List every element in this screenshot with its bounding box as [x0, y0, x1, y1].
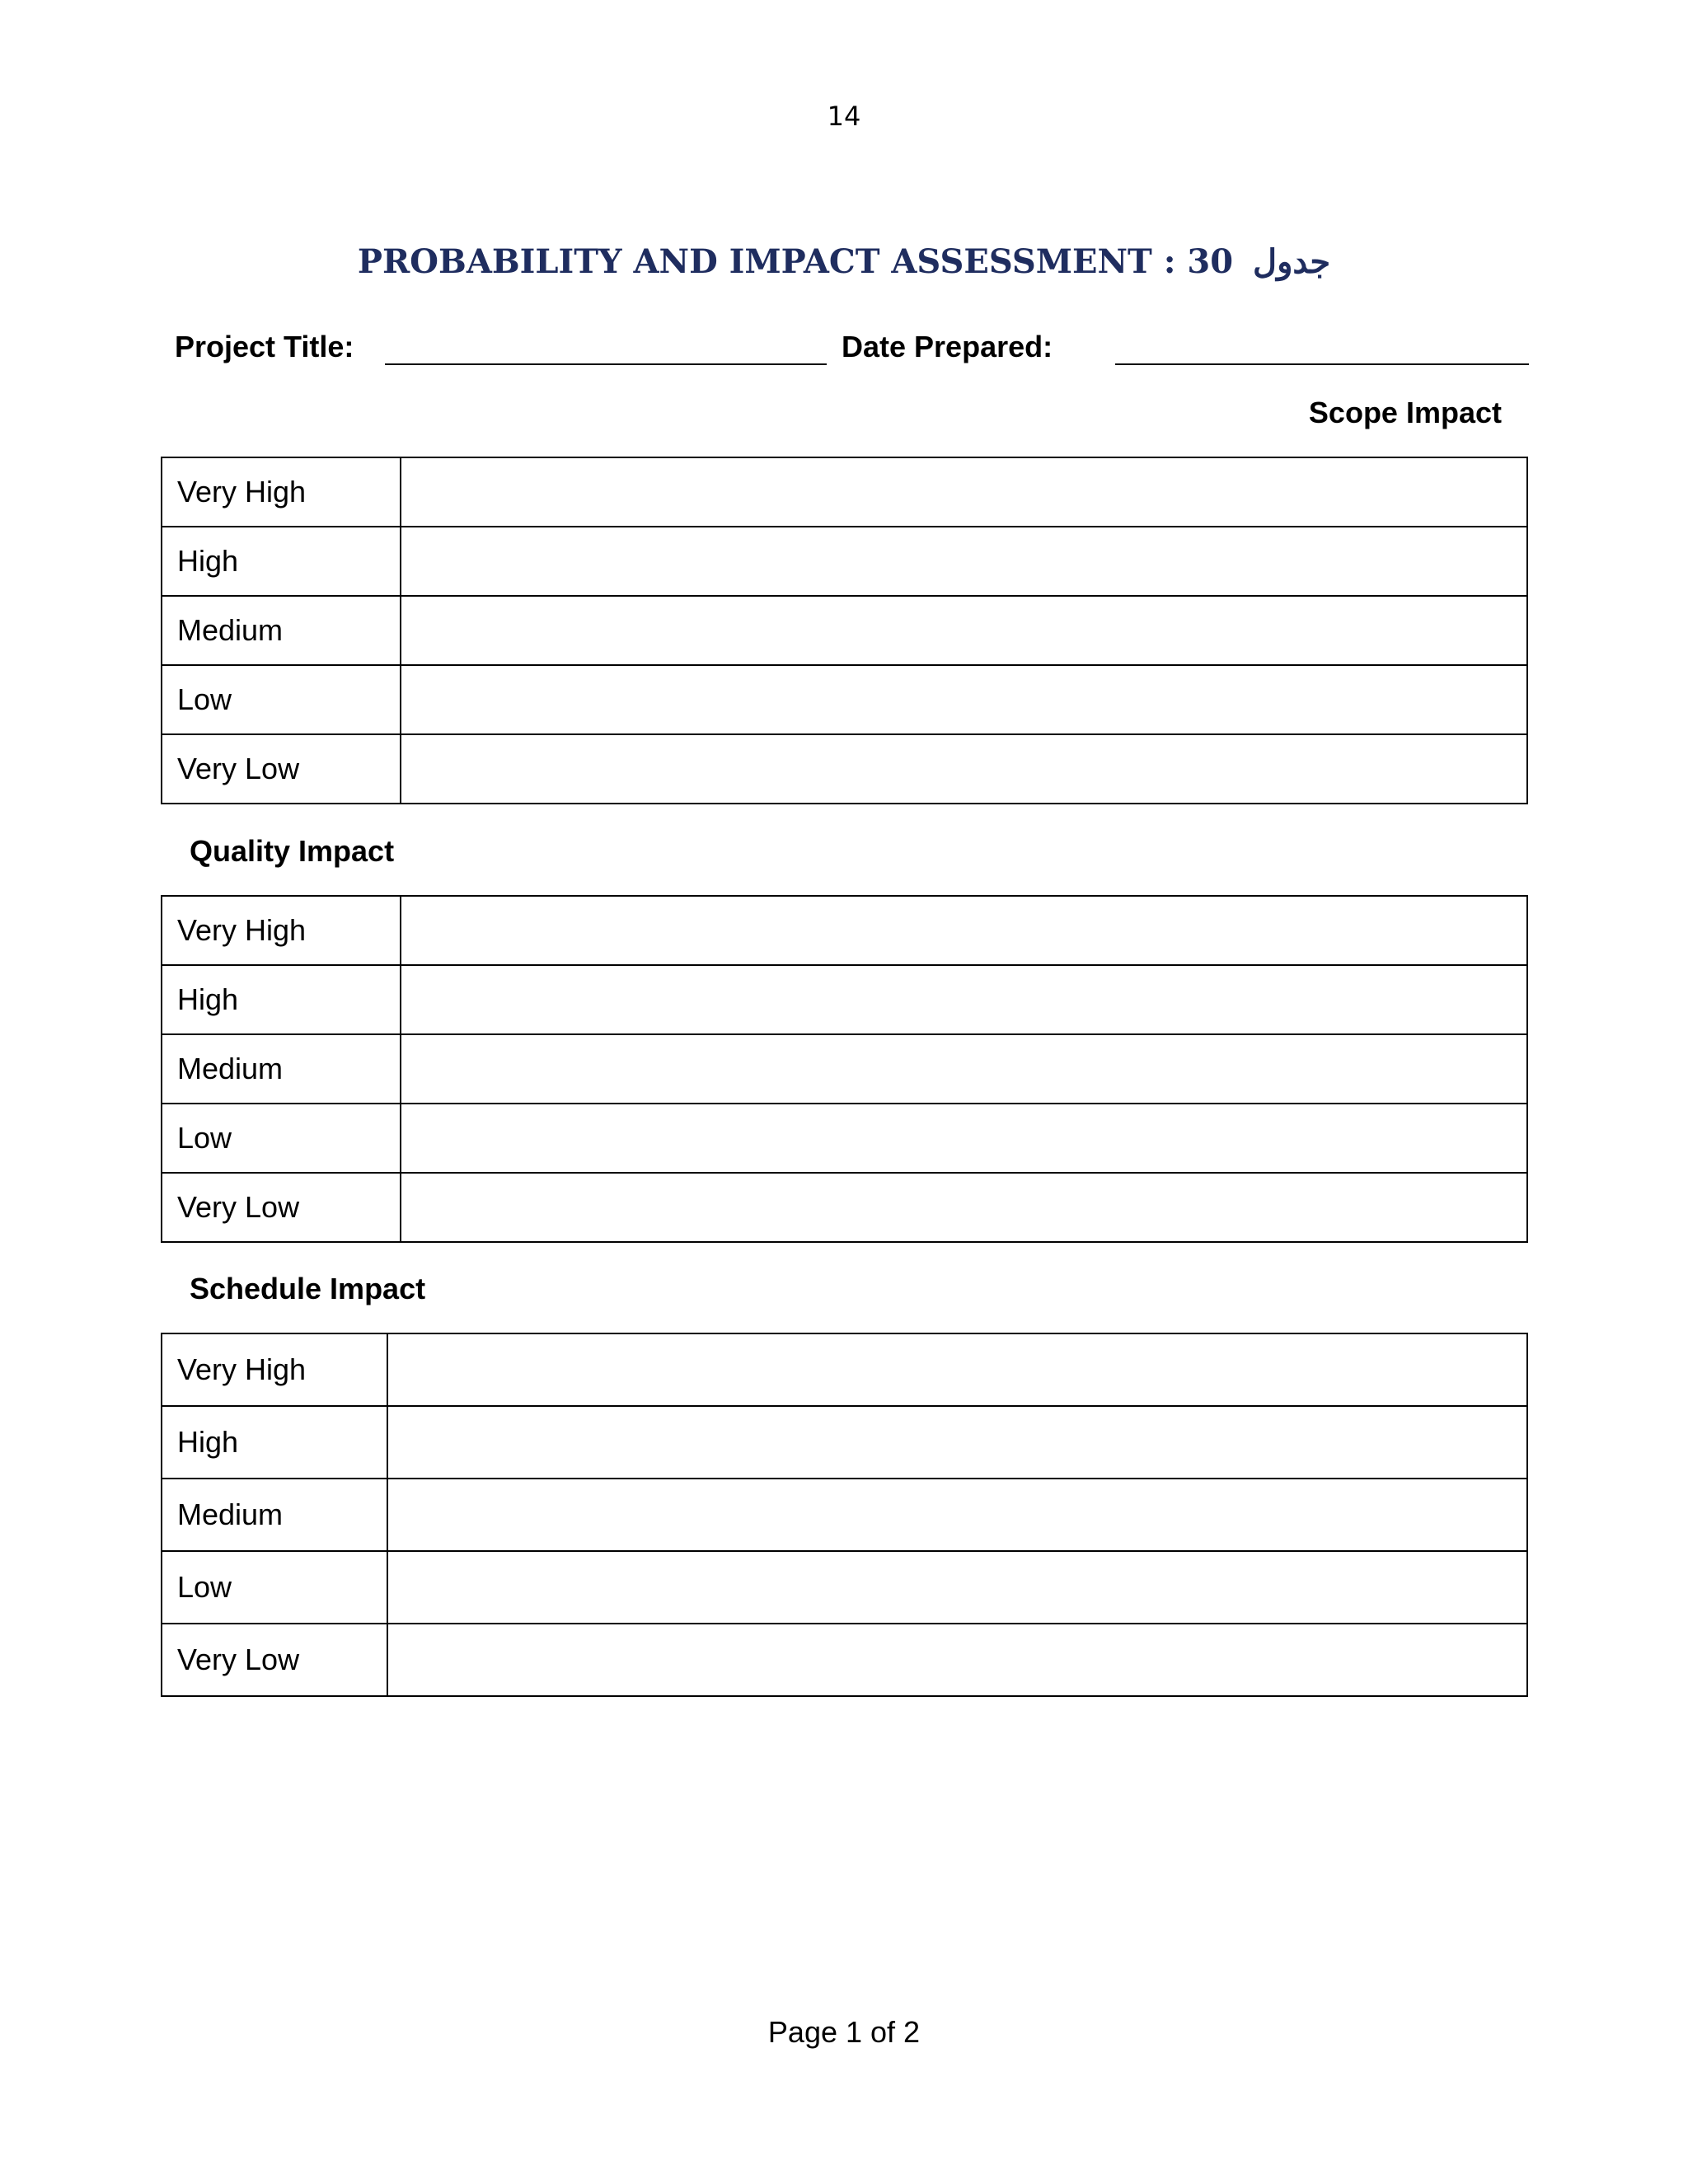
- rating-label: Medium: [162, 1479, 387, 1551]
- date-prepared-label: Date Prepared:: [842, 330, 1053, 363]
- quality-impact-table: [161, 895, 1528, 1243]
- table-row: [162, 1173, 1527, 1242]
- table-row: [162, 1551, 1527, 1624]
- rating-label: Very High: [162, 1333, 387, 1406]
- rating-label: Very High: [162, 896, 401, 965]
- table-row: [162, 596, 1527, 665]
- schedule-impact-table: [161, 1333, 1528, 1697]
- table-row: [162, 1333, 1527, 1406]
- rating-value-cell[interactable]: [387, 1406, 1527, 1479]
- quality-impact-heading: Quality Impact: [190, 834, 395, 868]
- rating-value-cell[interactable]: [387, 1624, 1527, 1696]
- rating-value-cell[interactable]: [401, 457, 1527, 527]
- rating-value-cell[interactable]: [387, 1551, 1527, 1624]
- document-title: [0, 242, 1688, 281]
- document-title-arabic: جدول: [1253, 242, 1331, 281]
- scope-impact-table: [161, 457, 1528, 804]
- table-row: [162, 734, 1527, 804]
- rating-label: High: [162, 527, 401, 596]
- rating-label: Low: [162, 1104, 401, 1173]
- page-number: 14: [827, 101, 861, 132]
- table-row: [162, 896, 1527, 965]
- table-row: [162, 1034, 1527, 1104]
- table-row: [162, 1624, 1527, 1696]
- rating-value-cell[interactable]: [401, 527, 1527, 596]
- table-row: [162, 1479, 1527, 1551]
- date-prepared-field[interactable]: [1115, 363, 1529, 365]
- rating-value-cell[interactable]: [401, 1034, 1527, 1104]
- project-title-label: Project Title:: [175, 330, 354, 363]
- rating-label: Medium: [162, 596, 401, 665]
- schedule-impact-heading: Schedule Impact: [190, 1272, 426, 1305]
- rating-label: High: [162, 965, 401, 1034]
- project-title-field[interactable]: [385, 363, 827, 365]
- rating-value-cell[interactable]: [401, 596, 1527, 665]
- table-row: [162, 665, 1527, 734]
- rating-value-cell[interactable]: [387, 1479, 1527, 1551]
- rating-value-cell[interactable]: [387, 1333, 1527, 1406]
- scope-impact-heading: Scope Impact: [1308, 396, 1502, 429]
- rating-label: Medium: [162, 1034, 401, 1104]
- rating-label: Very High: [162, 457, 401, 527]
- table-row: [162, 1104, 1527, 1173]
- rating-label: High: [162, 1406, 387, 1479]
- rating-value-cell[interactable]: [401, 896, 1527, 965]
- page-footer: Page 1 of 2: [767, 2015, 921, 2049]
- rating-label: Very Low: [162, 1173, 401, 1242]
- rating-value-cell[interactable]: [401, 965, 1527, 1034]
- rating-label: Very Low: [162, 734, 401, 804]
- document-title-english: PROBABILITY AND IMPACT ASSESSMENT : 30: [357, 242, 1234, 281]
- rating-value-cell[interactable]: [401, 1104, 1527, 1173]
- table-row: [162, 1406, 1527, 1479]
- rating-label: Very Low: [162, 1624, 387, 1696]
- rating-value-cell[interactable]: [401, 1173, 1527, 1242]
- rating-value-cell[interactable]: [401, 665, 1527, 734]
- rating-value-cell[interactable]: [401, 734, 1527, 804]
- table-row: [162, 457, 1527, 527]
- table-row: [162, 965, 1527, 1034]
- table-row: [162, 527, 1527, 596]
- rating-label: Low: [162, 665, 401, 734]
- rating-label: Low: [162, 1551, 387, 1624]
